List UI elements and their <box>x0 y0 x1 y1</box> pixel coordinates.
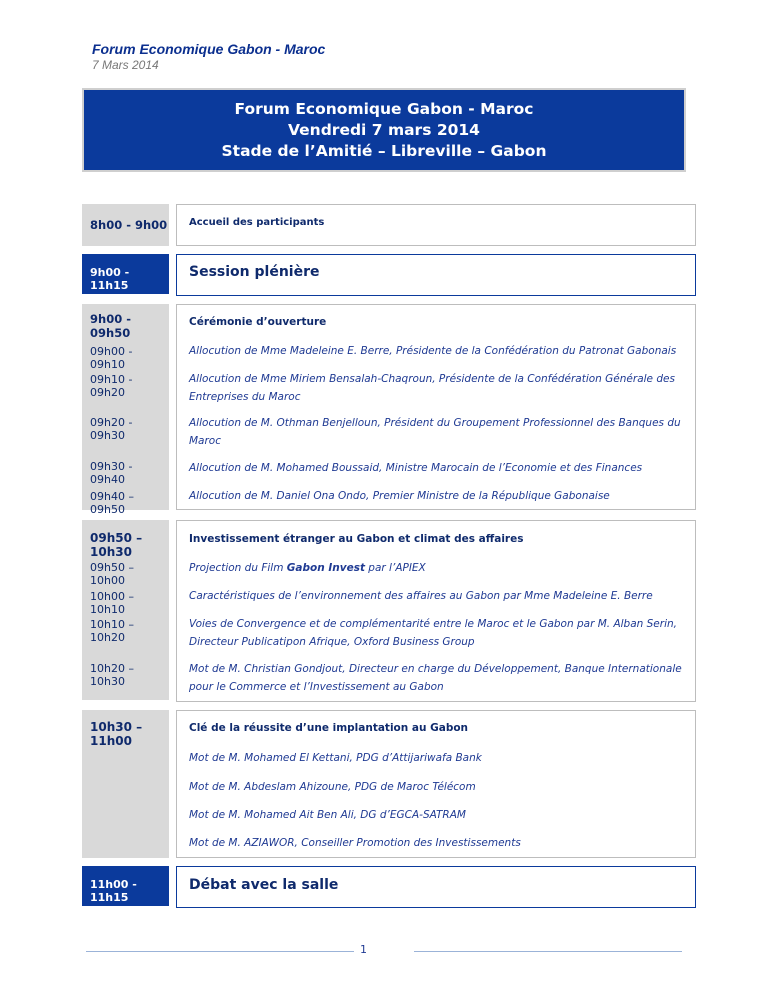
time-label: 10h00 – 10h10 <box>90 590 134 616</box>
time-column <box>82 520 169 700</box>
header-title: Forum Economique Gabon - Maroc <box>92 41 326 57</box>
time-label: 10h20 – 10h30 <box>90 662 134 688</box>
agenda-item: Mot de M. Mohamed El Kettani, PDG d’Attijariwafa Bank <box>189 752 482 764</box>
time-label: 11h00 - 11h15 <box>90 878 137 904</box>
film-prefix: Projection du Film <box>189 562 287 574</box>
film-suffix: par l’APIEX <box>364 562 426 574</box>
banner-title: Forum Economique Gabon - Maroc <box>234 99 534 118</box>
page-number: 1 <box>360 943 367 956</box>
time-cell <box>82 866 169 906</box>
time-label: 10h30 – 11h00 <box>90 720 143 748</box>
agenda-item: Mot de M. AZIAWOR, Conseiller Promotion des Investissements <box>189 837 521 849</box>
agenda-item: Allocution de Mme Madeleine E. Berre, Présidente de la Confédération du Patronat Gabonais <box>189 345 677 357</box>
banner-location: Stade de l’Amitié – Libreville – Gabon <box>221 141 547 160</box>
time-cell <box>82 254 169 294</box>
banner-date: Vendredi 7 mars 2014 <box>288 120 480 139</box>
time-label: 09h50 – 10h00 <box>90 561 134 587</box>
time-column <box>82 304 169 516</box>
time-label: 9h00 - 09h50 <box>90 312 131 340</box>
time-column <box>82 710 169 858</box>
footer-rule-right <box>414 951 682 952</box>
agenda-item: Allocution de Mme Miriem Bensalah-Chaqroun, Présidente de la Confédération Générale des Entreprises du Maroc <box>189 373 675 403</box>
time-label: 09h50 – 10h30 <box>90 531 143 559</box>
agenda-item: Caractéristiques de l’environnement des affaires au Gabon par Mme Madeleine E. Berre <box>189 590 653 602</box>
time-label: 9h00 - 11h15 <box>90 266 130 292</box>
session-title: Débat avec la salle <box>189 877 339 893</box>
agenda-text: Accueil des participants <box>189 217 325 228</box>
session-title: Session plénière <box>189 264 320 280</box>
agenda-item: Allocution de M. Mohamed Boussaid, Ministre Marocain de l’Economie et des Finances <box>189 462 643 474</box>
agenda-item: Allocution de M. Daniel Ona Ondo, Premier Ministre de la République Gabonaise <box>189 490 610 502</box>
time-label: 09h40 – 09h50 <box>90 490 134 516</box>
header-date: 7 Mars 2014 <box>92 58 159 72</box>
section-title: Clé de la réussite d’une implantation au Gabon <box>189 722 469 734</box>
agenda-item: Allocution de M. Othman Benjelloun, Président du Groupement Professionnel des Banques du Maroc <box>189 417 681 447</box>
section-title: Cérémonie d’ouverture <box>189 316 327 328</box>
time-label: 10h10 – 10h20 <box>90 618 134 644</box>
section-title: Investissement étranger au Gabon et climat des affaires <box>189 533 524 545</box>
footer-rule-left <box>86 951 354 952</box>
agenda-item: Mot de M. Abdeslam Ahizoune, PDG de Maroc Télécom <box>189 781 476 793</box>
event-banner <box>82 88 686 172</box>
agenda-box <box>176 304 696 510</box>
time-label: 09h00 - 09h10 <box>90 345 133 371</box>
film-name: Gabon Invest <box>286 562 365 574</box>
time-label: 09h20 - 09h30 <box>90 416 133 442</box>
agenda-item: Voies de Convergence et de complémentarité entre le Maroc et le Gabon par M. Alban Serin, Directeur Publicatipon Afrique, Oxford Business Group <box>189 618 677 648</box>
time-label: 09h30 - 09h40 <box>90 460 133 486</box>
agenda-item: Mot de M. Christian Gondjout, Directeur en charge du Développement, Banque Internationale pour le Commerce et l’Investissement au Gabon <box>189 663 682 693</box>
time-cell <box>82 204 169 246</box>
time-label: 8h00 - 9h00 <box>90 218 168 232</box>
agenda-item: Mot de M. Mohamed Ait Ben Ali, DG d’EGCA-SATRAM <box>189 809 466 821</box>
time-label: 09h10 - 09h20 <box>90 373 133 399</box>
agenda-item <box>189 559 684 577</box>
